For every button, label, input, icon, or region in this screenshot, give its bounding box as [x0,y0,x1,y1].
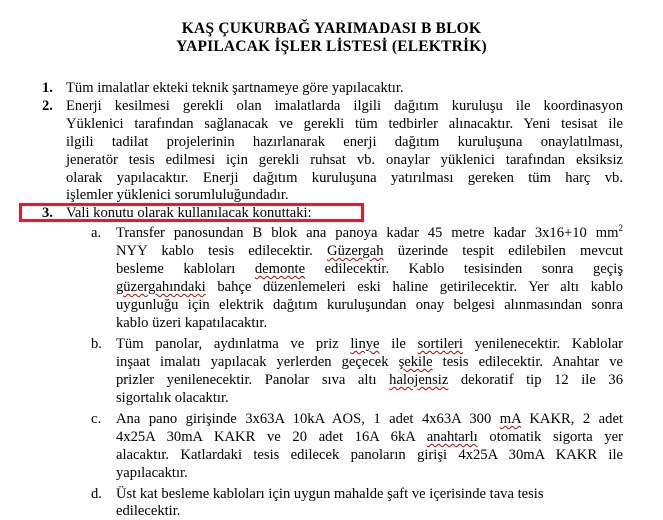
subitem-text-line: besleme kabloları demonte edilecektir. Kablo tesisinden sonra geçiş [116,261,623,277]
item-text-line: Yüklenici tarafından sağlanacak ve gerekli tüm tedbirler alınacaktır. Yeni tesisat ile [66,116,623,132]
subitem-text-line: inşaat imalatı yapılacak yerlerden geçecek şekile tesis edilecektir. Anahtar ve [116,354,624,370]
subitem-letter: a. [91,225,102,241]
subitem-letter: c. [91,411,102,427]
subitem-text-line: Üst kat besleme kabloları için uygun mahalde şaft ve içerisinde tava tesis [116,486,544,502]
item-text-line: Tüm imalatlar ekteki teknik şartnameye göre yapılacaktır. [66,80,404,96]
highlight-box [19,203,364,222]
subitem-text-line: güzergahındaki bahçe düzenlemeleri eski haline getirilecektir. Yer altı kablo [116,279,623,295]
item-text-line: jeneratör tesis edilmesi için gerekli ruhsat vb. onaylar yüklenici tarafından eksiksiz [66,152,623,168]
item-text-line: olarak yapılacaktır. Enerji dağıtım kuruluşuna yatırılması gereken tüm harç vb. [66,170,623,186]
subitem-text-line: prizler yenilenecektir. Panolar sıva altı halojensiz dekoratif tip 12 ile 36 [116,372,623,388]
subitem-text-line: kablo üzeri kapatılacaktır. [116,315,268,331]
item-text-line: işlemler yüklenici sorumluluğundadır. [66,187,289,203]
subitem-letter: d. [91,486,102,502]
subitem-text-line: 4x25A 30mA KAKR ve 20 adet 16A 6kA anahtarlı otomatik sigorta yer [116,429,624,445]
item-text-line: ilgili tadilat projelerinin hazırlanarak enerji dağıtım kuruluşuna onaylatılması, [66,134,623,150]
subitem-text-line: NYY kablo tesis edilecektir. Güzergah üzerinde tespit edilebilen mevcut [116,243,623,259]
subitem-text-line: Ana pano girişinde 3x63A 10kA AOS, 1 adet 4x63A 300 mA KAKR, 2 adet [116,411,623,427]
item-text-line: Vali konutu olarak kullanılacak konuttaki: [66,205,312,221]
subitem-text-line: Transfer panosundan B blok ana panoya kadar 45 metre kadar 3x16+10 $mm^2$ [116,223,623,241]
document-title-line-1: KAŞ ÇUKURBAĞ YARIMADASI B BLOK [181,20,482,37]
subitem-letter: b. [91,336,102,352]
item-number: 2. [42,98,53,114]
item-number: 3. [42,205,53,221]
subitem-text-line: edilecektir. [116,503,181,519]
item-number: 1. [42,80,53,96]
subitem-text-line: sigortalık olacaktır. [116,390,229,406]
subitem-text-line: alacaktır. Katlardaki tesis edilecek panoların girişi 4x25A 30mA KAKR ile [116,447,623,463]
subitem-text-line: Tüm panolar, aydınlatma ve priz linye ile sortileri yenilenecektir. Kablolar [116,336,623,352]
subitem-text-line: yapılacaktır. [116,465,188,481]
document-title-line-2: YAPILACAK İŞLER LİSTESİ (ELEKTRİK) [176,38,487,55]
item-text-line: Enerji kesilmesi gerekli olan imalatlarda ilgili dağıtım kuruluşu ile koordinasyon [66,98,623,114]
subitem-text-line: uygunluğu için elektrik dağıtım kuruluşundan onay belgesi alınmasından sonra [116,297,623,313]
